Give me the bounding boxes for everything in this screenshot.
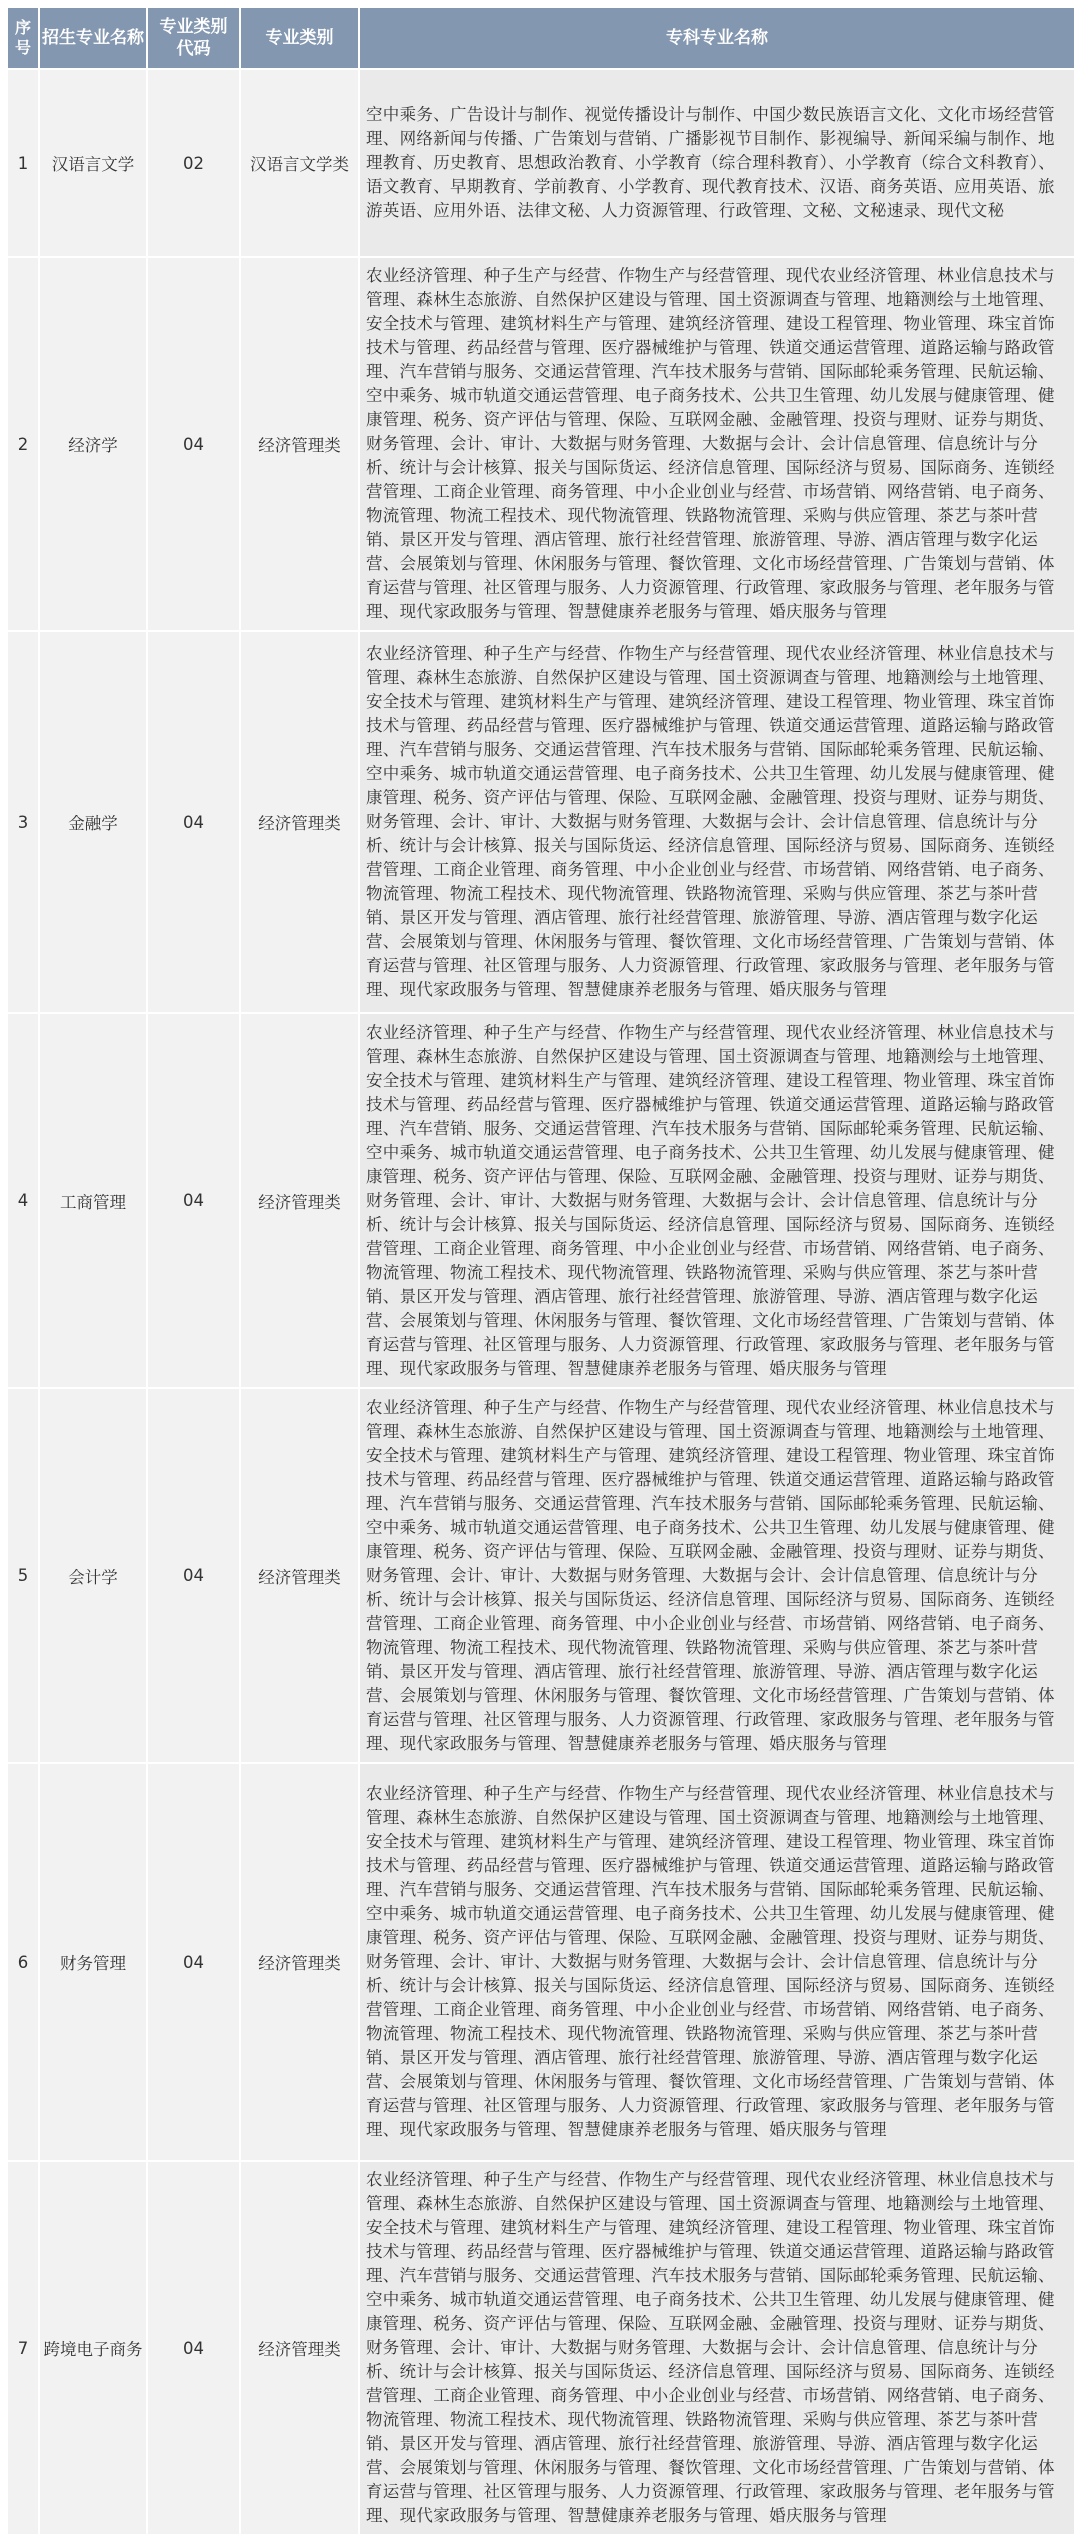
row-category: 经济管理类	[240, 1388, 359, 1763]
row-category-code: 02	[147, 69, 240, 257]
row-vocational-majors: 农业经济管理、种子生产与经营、作物生产与经营管理、现代农业经济管理、林业信息技术与管理、森林生态旅游、自然保护区建设与管理、国土资源调查与管理、地籍测绘与土地管理、安全技术与管理、建筑材料生产与管理、建筑经济管理、建设工程管理、物业管理、珠宝首饰技术与管理、药品经营与管理、医疗器械维护与管理、铁道交通运营管理、道路运输与路政管理、汽车营销与服务、交通运营管理、汽车技术服务与营销、国际邮轮乘务管理、民航运输、空中乘务、城市轨道交通运营管理、电子商务技术、公共卫生管理、幼儿发展与健康管理、健康管理、税务、资产评估与管理、保险、互联网金融、金融管理、投资与理财、证券与期货、财务管理、会计、审计、大数据与财务管理、大数据与会计、会计信息管理、信息统计与分析、统计与会计核算、报关与国际货运、经济信息管理、国际经济与贸易、国际商务、连锁经营管理、工商企业管理、商务管理、中小企业创业与经营、市场营销、网络营销、电子商务、物流管理、物流工程技术、现代物流管理、铁路物流管理、采购与供应管理、茶艺与茶叶营销、景区开发与管理、酒店管理、旅行社经营管理、旅游管理、导游、酒店管理与数字化运营、会展策划与管理、休闲服务与管理、餐饮管理、文化市场经营管理、广告策划与营销、体育运营与管理、社区管理与服务、人力资源管理、行政管理、家政服务与管理、老年服务与管理、现代家政服务与管理、智慧健康养老服务与管理、婚庆服务与管理	[359, 257, 1075, 631]
table-row	[7, 2161, 1075, 2535]
row-major-name: 财务管理	[39, 1763, 147, 2161]
row-vocational-majors: 农业经济管理、种子生产与经营、作物生产与经营管理、现代农业经济管理、林业信息技术与管理、森林生态旅游、自然保护区建设与管理、国土资源调查与管理、地籍测绘与土地管理、安全技术与管理、建筑材料生产与管理、建筑经济管理、建设工程管理、物业管理、珠宝首饰技术与管理、药品经营与管理、医疗器械维护与管理、铁道交通运营管理、道路运输与路政管理、汽车营销、服务、交通运营管理、汽车技术服务与营销、国际邮轮乘务管理、民航运输、空中乘务、城市轨道交通运营管理、电子商务技术、公共卫生管理、幼儿发展与健康管理、健康管理、税务、资产评估与管理、保险、互联网金融、金融管理、投资与理财、证券与期货、财务管理、会计、审计、大数据与财务管理、大数据与会计、会计信息管理、信息统计与分析、统计与会计核算、报关与国际货运、经济信息管理、国际经济与贸易、国际商务、连锁经营管理、工商企业管理、商务管理、中小企业创业与经营、市场营销、网络营销、电子商务、物流管理、物流工程技术、现代物流管理、铁路物流管理、采购与供应管理、茶艺与茶叶营销、景区开发与管理、酒店管理、旅行社经营管理、旅游管理、导游、酒店管理与数字化运营、会展策划与管理、休闲服务与管理、餐饮管理、文化市场经营管理、广告策划与营销、体育运营与管理、社区管理与服务、人力资源管理、行政管理、家政服务与管理、老年服务与管理、现代家政服务与管理、智慧健康养老服务与管理、婚庆服务与管理	[359, 1013, 1075, 1388]
row-major-name: 工商管理	[39, 1013, 147, 1388]
row-major-name: 会计学	[39, 1388, 147, 1763]
row-category-code: 04	[147, 2161, 240, 2535]
row-major-name: 金融学	[39, 631, 147, 1013]
row-seq: 3	[7, 631, 39, 1013]
row-seq: 7	[7, 2161, 39, 2535]
row-category: 经济管理类	[240, 2161, 359, 2535]
table-row	[7, 1013, 1075, 1388]
row-seq: 5	[7, 1388, 39, 1763]
row-vocational-majors: 农业经济管理、种子生产与经营、作物生产与经营管理、现代农业经济管理、林业信息技术与管理、森林生态旅游、自然保护区建设与管理、国土资源调查与管理、地籍测绘与土地管理、安全技术与管理、建筑材料生产与管理、建筑经济管理、建设工程管理、物业管理、珠宝首饰技术与管理、药品经营与管理、医疗器械维护与管理、铁道交通运营管理、道路运输与路政管理、汽车营销与服务、交通运营管理、汽车技术服务与营销、国际邮轮乘务管理、民航运输、空中乘务、城市轨道交通运营管理、电子商务技术、公共卫生管理、幼儿发展与健康管理、健康管理、税务、资产评估与管理、保险、互联网金融、金融管理、投资与理财、证券与期货、财务管理、会计、审计、大数据与财务管理、大数据与会计、会计信息管理、信息统计与分析、统计与会计核算、报关与国际货运、经济信息管理、国际经济与贸易、国际商务、连锁经营管理、工商企业管理、商务管理、中小企业创业与经营、市场营销、网络营销、电子商务、物流管理、物流工程技术、现代物流管理、铁路物流管理、采购与供应管理、茶艺与茶叶营销、景区开发与管理、酒店管理、旅行社经营管理、旅游管理、导游、酒店管理与数字化运营、会展策划与管理、休闲服务与管理、餐饮管理、文化市场经营管理、广告策划与营销、体育运营与管理、社区管理与服务、人力资源管理、行政管理、家政服务与管理、老年服务与管理、现代家政服务与管理、智慧健康养老服务与管理、婚庆服务与管理	[359, 2161, 1075, 2535]
row-category: 经济管理类	[240, 631, 359, 1013]
header-vocational-majors: 专科专业名称	[359, 7, 1075, 69]
row-vocational-majors: 农业经济管理、种子生产与经营、作物生产与经营管理、现代农业经济管理、林业信息技术与管理、森林生态旅游、自然保护区建设与管理、国土资源调查与管理、地籍测绘与土地管理、安全技术与管理、建筑材料生产与管理、建筑经济管理、建设工程管理、物业管理、珠宝首饰技术与管理、药品经营与管理、医疗器械维护与管理、铁道交通运营管理、道路运输与路政管理、汽车营销与服务、交通运营管理、汽车技术服务与营销、国际邮轮乘务管理、民航运输、空中乘务、城市轨道交通运营管理、电子商务技术、公共卫生管理、幼儿发展与健康管理、健康管理、税务、资产评估与管理、保险、互联网金融、金融管理、投资与理财、证券与期货、财务管理、会计、审计、大数据与财务管理、大数据与会计、会计信息管理、信息统计与分析、统计与会计核算、报关与国际货运、经济信息管理、国际经济与贸易、国际商务、连锁经营管理、工商企业管理、商务管理、中小企业创业与经营、市场营销、网络营销、电子商务、物流管理、物流工程技术、现代物流管理、铁路物流管理、采购与供应管理、茶艺与茶叶营销、景区开发与管理、酒店管理、旅行社经营管理、旅游管理、导游、酒店管理与数字化运营、会展策划与管理、休闲服务与管理、餐饮管理、文化市场经营管理、广告策划与营销、体育运营与管理、社区管理与服务、人力资源管理、行政管理、家政服务与管理、老年服务与管理、现代家政服务与管理、智慧健康养老服务与管理、婚庆服务与管理	[359, 631, 1075, 1013]
header-category-code: 专业类别代码	[147, 7, 240, 69]
header-major-name: 招生专业名称	[39, 7, 147, 69]
row-vocational-majors: 空中乘务、广告设计与制作、视觉传播设计与制作、中国少数民族语言文化、文化市场经营管理、网络新闻与传播、广告策划与营销、广播影视节目制作、影视编导、新闻采编与制作、地理教育、历史教育、思想政治教育、小学教育（综合理科教育）、小学教育（综合文科教育）、语文教育、早期教育、学前教育、小学教育、现代教育技术、汉语、商务英语、应用英语、旅游英语、应用外语、法律文秘、人力资源管理、行政管理、文秘、文秘速录、现代文秘	[359, 69, 1075, 257]
major-correspondence-table	[6, 6, 1076, 2536]
table-row	[7, 69, 1075, 257]
row-category: 经济管理类	[240, 1763, 359, 2161]
row-category: 经济管理类	[240, 1013, 359, 1388]
header-category: 专业类别	[240, 7, 359, 69]
row-category: 经济管理类	[240, 257, 359, 631]
table-row	[7, 1763, 1075, 2161]
row-category: 汉语言文学类	[240, 69, 359, 257]
row-seq: 4	[7, 1013, 39, 1388]
row-major-name: 经济学	[39, 257, 147, 631]
row-category-code: 04	[147, 1013, 240, 1388]
row-vocational-majors: 农业经济管理、种子生产与经营、作物生产与经营管理、现代农业经济管理、林业信息技术与管理、森林生态旅游、自然保护区建设与管理、国土资源调查与管理、地籍测绘与土地管理、安全技术与管理、建筑材料生产与管理、建筑经济管理、建设工程管理、物业管理、珠宝首饰技术与管理、药品经营与管理、医疗器械维护与管理、铁道交通运营管理、道路运输与路政管理、汽车营销与服务、交通运营管理、汽车技术服务与营销、国际邮轮乘务管理、民航运输、空中乘务、城市轨道交通运营管理、电子商务技术、公共卫生管理、幼儿发展与健康管理、健康管理、税务、资产评估与管理、保险、互联网金融、金融管理、投资与理财、证券与期货、财务管理、会计、审计、大数据与财务管理、大数据与会计、会计信息管理、信息统计与分析、统计与会计核算、报关与国际货运、经济信息管理、国际经济与贸易、国际商务、连锁经营管理、工商企业管理、商务管理、中小企业创业与经营、市场营销、网络营销、电子商务、物流管理、物流工程技术、现代物流管理、铁路物流管理、采购与供应管理、茶艺与茶叶营销、景区开发与管理、酒店管理、旅行社经营管理、旅游管理、导游、酒店管理与数字化运营、会展策划与管理、休闲服务与管理、餐饮管理、文化市场经营管理、广告策划与营销、体育运营与管理、社区管理与服务、人力资源管理、行政管理、家政服务与管理、老年服务与管理、现代家政服务与管理、智慧健康养老服务与管理、婚庆服务与管理	[359, 1388, 1075, 1763]
row-category-code: 04	[147, 257, 240, 631]
table-row	[7, 1388, 1075, 1763]
row-seq: 2	[7, 257, 39, 631]
header-seq: 序号	[7, 7, 39, 69]
row-category-code: 04	[147, 1388, 240, 1763]
row-seq: 6	[7, 1763, 39, 2161]
table-header-row	[7, 7, 1075, 69]
row-major-name: 汉语言文学	[39, 69, 147, 257]
row-category-code: 04	[147, 631, 240, 1013]
row-seq: 1	[7, 69, 39, 257]
table-row	[7, 257, 1075, 631]
table-row	[7, 631, 1075, 1013]
row-category-code: 04	[147, 1763, 240, 2161]
row-major-name: 跨境电子商务	[39, 2161, 147, 2535]
row-vocational-majors: 农业经济管理、种子生产与经营、作物生产与经营管理、现代农业经济管理、林业信息技术与管理、森林生态旅游、自然保护区建设与管理、国土资源调查与管理、地籍测绘与土地管理、安全技术与管理、建筑材料生产与管理、建筑经济管理、建设工程管理、物业管理、珠宝首饰技术与管理、药品经营与管理、医疗器械维护与管理、铁道交通运营管理、道路运输与路政管理、汽车营销与服务、交通运营管理、汽车技术服务与营销、国际邮轮乘务管理、民航运输、空中乘务、城市轨道交通运营管理、电子商务技术、公共卫生管理、幼儿发展与健康管理、健康管理、税务、资产评估与管理、保险、互联网金融、金融管理、投资与理财、证券与期货、财务管理、会计、审计、大数据与财务管理、大数据与会计、会计信息管理、信息统计与分析、统计与会计核算、报关与国际货运、经济信息管理、国际经济与贸易、国际商务、连锁经营管理、工商企业管理、商务管理、中小企业创业与经营、市场营销、网络营销、电子商务、物流管理、物流工程技术、现代物流管理、铁路物流管理、采购与供应管理、茶艺与茶叶营销、景区开发与管理、酒店管理、旅行社经营管理、旅游管理、导游、酒店管理与数字化运营、会展策划与管理、休闲服务与管理、餐饮管理、文化市场经营管理、广告策划与营销、体育运营与管理、社区管理与服务、人力资源管理、行政管理、家政服务与管理、老年服务与管理、现代家政服务与管理、智慧健康养老服务与管理、婚庆服务与管理	[359, 1763, 1075, 2161]
